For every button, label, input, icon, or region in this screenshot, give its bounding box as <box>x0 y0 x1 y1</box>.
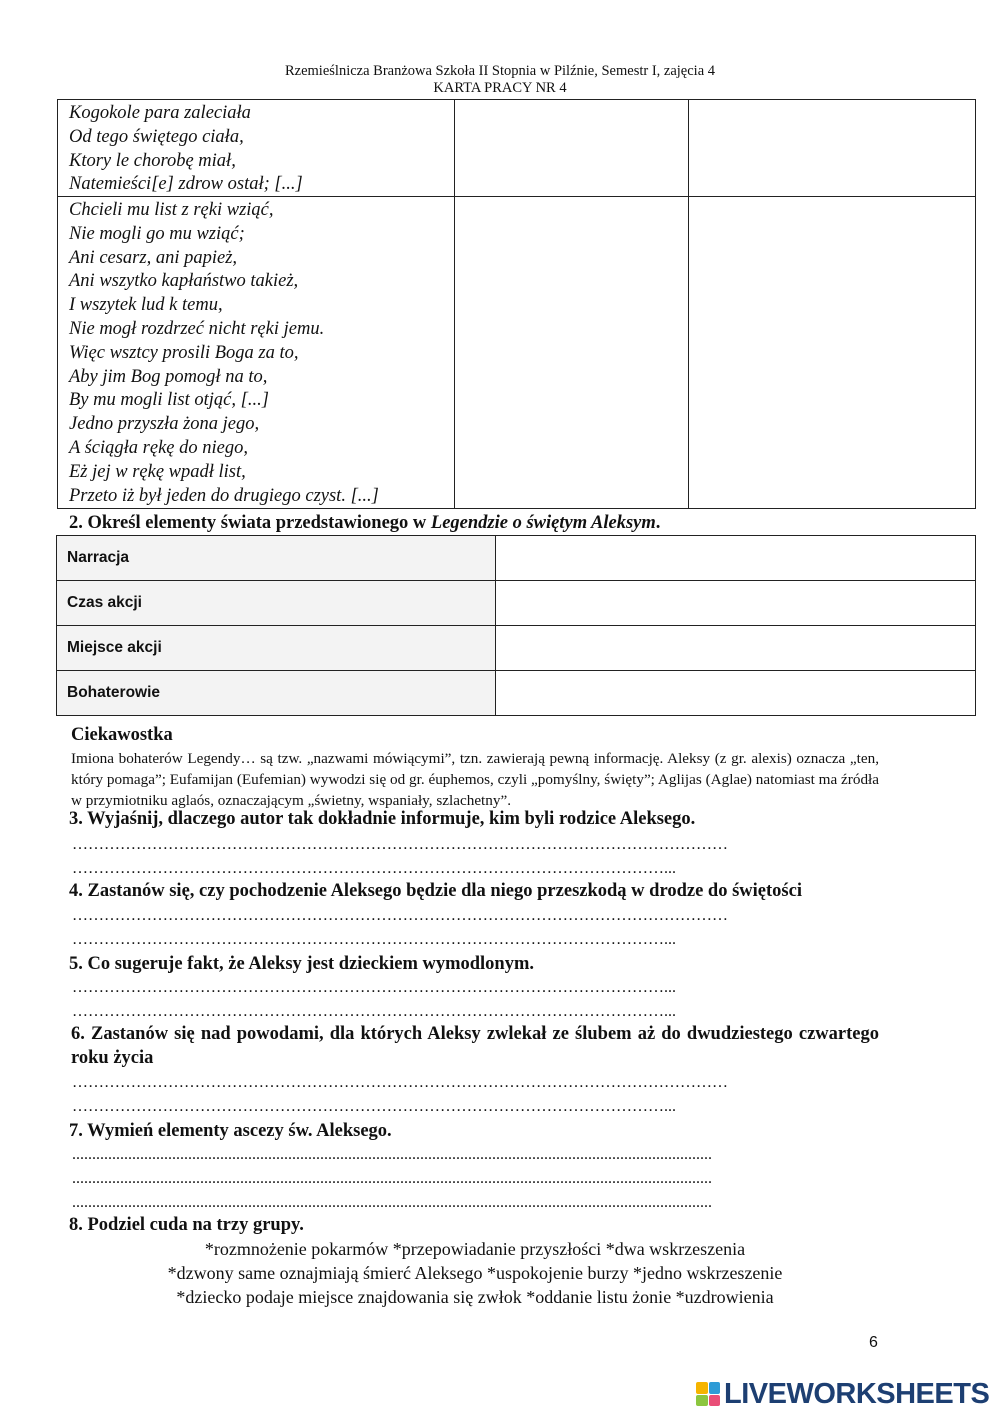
logo-text: LIVEWORKSHEETS <box>724 1377 990 1410</box>
question-2-text: 2. Określ elementy świata przedstawionego w <box>69 513 431 533</box>
poem-line: Od tego świętego ciała, <box>69 126 244 147</box>
answer-cell[interactable] <box>689 100 976 197</box>
liveworksheets-logo[interactable] <box>696 1378 989 1410</box>
poem-line: Natemieści[e] zdrow ostał; [...] <box>69 174 303 195</box>
miracles-list-line: *dzwony same oznajmiają śmierć Aleksego *uspokojenie burzy *jedno wskrzeszenie <box>167 1263 783 1283</box>
answer-line[interactable]: …………………………………………………………………………………………………... <box>72 979 676 996</box>
fact-heading: Ciekawostka <box>71 725 173 745</box>
answer-cell[interactable] <box>689 197 976 509</box>
table-row <box>57 536 976 581</box>
poem-line: Nie mogł rozdrzeć nicht ręki jemu. <box>69 318 325 339</box>
poem-line: Przeto iż był jeden do drugiego czyst. [...] <box>69 485 379 506</box>
question-2-suffix: . <box>655 513 661 533</box>
poem-table <box>57 99 976 509</box>
question-3: 3. Wyjaśnij, dlaczego autor tak dokładnie informuje, kim byli rodzice Aleksego. <box>69 809 696 829</box>
answer-line[interactable]: …………………………………………………………………………………………………... <box>72 931 676 948</box>
table-row <box>57 581 976 626</box>
poem-row <box>58 197 976 509</box>
answer-line[interactable]: …………………………………………………………………………………………………………… <box>72 1074 728 1091</box>
answer-line[interactable]: …………………………………………………………………………………………………... <box>72 860 676 877</box>
fact-text: Imiona bohaterów Legendy… są tzw. „nazwami mówiącymi”, tzn. zawierają pewną informację. Aleksy (z gr. alexis) oznacza „ten, który pomaga”; Eufamijan (Eufemian) wywodzi się od gr. éuphemos, czyli „pomyślny, święty”; Aglijas (Aglae) natomiast ma źródła w przymiotniku aglaós, oznaczającym „świetny, wspaniały, szlachetny”. <box>71 750 879 809</box>
world-elements-table <box>56 535 976 716</box>
answer-line[interactable]: …………………………………………………………………………………………………………… <box>72 907 728 924</box>
element-label: Czas akcji <box>57 581 496 626</box>
poem-line: Ani cesarz, ani papież, <box>69 247 238 268</box>
element-answer-field[interactable] <box>496 581 976 626</box>
poem-line: Jedno przyszła żona jego, <box>69 414 260 435</box>
element-answer-field[interactable] <box>496 671 976 716</box>
poem-line: Więc wsztcy prosili Boga za to, <box>69 342 299 363</box>
poem-line: By mu mogli list otjąć, [...] <box>69 390 269 411</box>
answer-line[interactable]: …………………………………………………………………………………………………... <box>72 1003 676 1020</box>
answer-cell[interactable] <box>455 197 689 509</box>
poem-line: A ściągła rękę do niego, <box>69 437 248 458</box>
poem-fragment-cell <box>58 197 455 509</box>
answer-line[interactable]: …………………………………………………………………………………………………... <box>72 1098 676 1115</box>
question-6: 6. Zastanów się nad powodami, dla których Aleksy zwlekał ze ślubem aż do dwudziestego czwartego roku życia <box>71 1024 879 1068</box>
question-5: 5. Co sugeruje fakt, że Aleksy jest dzieckiem wymodlonym. <box>69 954 535 974</box>
poem-line: Chcieli mu list z ręki wziąć, <box>69 200 274 220</box>
poem-row <box>58 100 976 197</box>
legend-title: Legendzie o świętym Aleksym <box>430 513 656 533</box>
logo-square <box>709 1395 721 1407</box>
logo-square <box>696 1382 708 1394</box>
poem-fragment-cell <box>58 100 455 197</box>
element-answer-field[interactable] <box>496 536 976 581</box>
table-row <box>57 626 976 671</box>
element-answer-field[interactable] <box>496 626 976 671</box>
answer-line[interactable]: ................................................................................................................................................................ <box>72 1170 712 1187</box>
answer-line[interactable]: ................................................................................................................................................................ <box>72 1194 712 1211</box>
school-header: Rzemieślnicza Branżowa Szkoła II Stopnia w Pilźnie, Semestr I, zajęcia 4 <box>284 63 716 79</box>
liveworksheets-logo-icon <box>696 1382 720 1406</box>
poem-line: Ktory le chorobę miał, <box>69 150 236 171</box>
question-8: 8. Podziel cuda na trzy grupy. <box>69 1215 304 1235</box>
miracles-list-line: *dziecko podaje miejsce znajdowania się zwłok *oddanie listu żonie *uzdrowienia <box>176 1287 774 1307</box>
logo-square <box>696 1395 708 1407</box>
poem-line: Eż jej w rękę wpadł list, <box>69 461 246 482</box>
poem-line: Ani wszytko kapłaństwo takież, <box>69 271 299 292</box>
answer-cell[interactable] <box>455 100 689 197</box>
answer-line[interactable]: …………………………………………………………………………………………………………… <box>72 836 728 853</box>
poem-line: Nie mogli go mu wziąć; <box>69 223 245 244</box>
logo-square <box>709 1382 721 1394</box>
question-4: 4. Zastanów się, czy pochodzenie Aleksego będzie dla niego przeszkodą w drodze do świętości <box>69 881 802 901</box>
element-label: Miejsce akcji <box>57 626 496 671</box>
table-row <box>57 671 976 716</box>
question-7: 7. Wymień elementy ascezy św. Aleksego. <box>69 1121 392 1141</box>
miracles-list-line: *rozmnożenie pokarmów *przepowiadanie przyszłości *dwa wskrzeszenia <box>204 1239 746 1259</box>
element-label: Narracja <box>57 536 496 581</box>
poem-line: I wszytek lud k temu, <box>69 295 223 316</box>
poem-line: Kogokole para zaleciała <box>69 103 251 123</box>
page-number: 6 <box>869 1334 878 1351</box>
worksheet-title: KARTA PRACY NR 4 <box>433 80 567 96</box>
element-label: Bohaterowie <box>57 671 496 716</box>
question-2 <box>69 512 660 534</box>
poem-line: Aby jim Bog pomogł na to, <box>69 366 268 387</box>
answer-line[interactable]: ................................................................................................................................................................ <box>72 1146 712 1163</box>
